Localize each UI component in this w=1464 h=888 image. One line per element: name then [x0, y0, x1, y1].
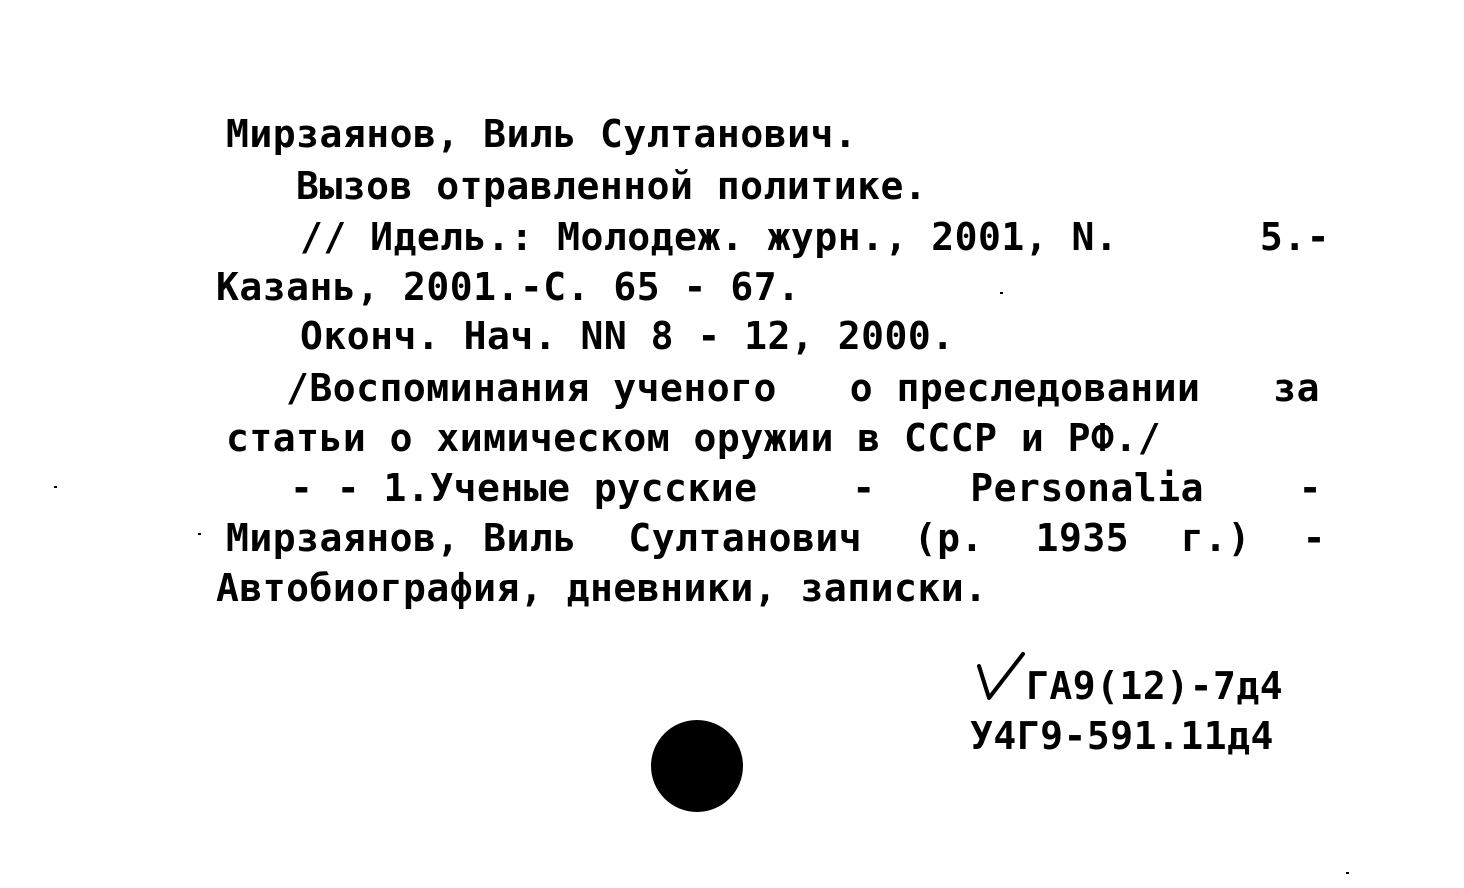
subject-line-2 [226, 518, 1326, 558]
annotation-line-2: статьи о химическом оружии в СССР и РФ./ [226, 416, 1162, 460]
subject-birth-suffix: г.) [1180, 516, 1251, 560]
scan-speck [1000, 292, 1003, 294]
annotation-part-a: /Воспоминания ученого [286, 366, 777, 410]
check-mark-icon [975, 652, 1027, 702]
annotation-line-1 [286, 368, 1320, 408]
scan-speck [1346, 872, 1349, 874]
source-line-2: Казань, 2001.-С. 65 - 67. [216, 265, 801, 309]
subject-personalia: Personalia [970, 466, 1204, 510]
subject-name: Мирзаянов, Виль [226, 516, 577, 560]
punch-hole [651, 720, 743, 812]
title-line: Вызов отравленной политике. [296, 164, 928, 208]
annotation-part-b: о преследовании [849, 366, 1201, 410]
subject-dash-3: - [1302, 516, 1326, 560]
subject-birth-year: 1935 [1035, 516, 1130, 560]
continuation-note: Оконч. Нач. NN 8 - 12, 2000. [300, 314, 955, 358]
source-journal: // Идель.: Молодеж. журн., 2001, N. [300, 215, 1119, 259]
subject-line-1 [290, 468, 1322, 508]
subject-birth-prefix: (р. [913, 516, 984, 560]
subject-patronymic: Султанович [628, 516, 863, 560]
subject-dash-2: - [1298, 466, 1322, 510]
author-line: Мирзаянов, Виль Султанович. [226, 112, 858, 156]
scan-speck [198, 533, 201, 535]
classification-code-2: У4Г9-591.11д4 [970, 714, 1274, 758]
classification-code-1: ГА9(12)-7д4 [1026, 664, 1284, 708]
source-line-1 [300, 217, 1330, 257]
subject-heading-1: - - 1.Ученые русские [290, 466, 758, 510]
scan-speck [54, 486, 57, 488]
subject-dash-1: - [852, 466, 876, 510]
source-issue: 5.- [1259, 215, 1330, 259]
subject-line-3: Автобиография, дневники, записки. [216, 566, 988, 610]
annotation-part-c: за [1273, 366, 1320, 410]
